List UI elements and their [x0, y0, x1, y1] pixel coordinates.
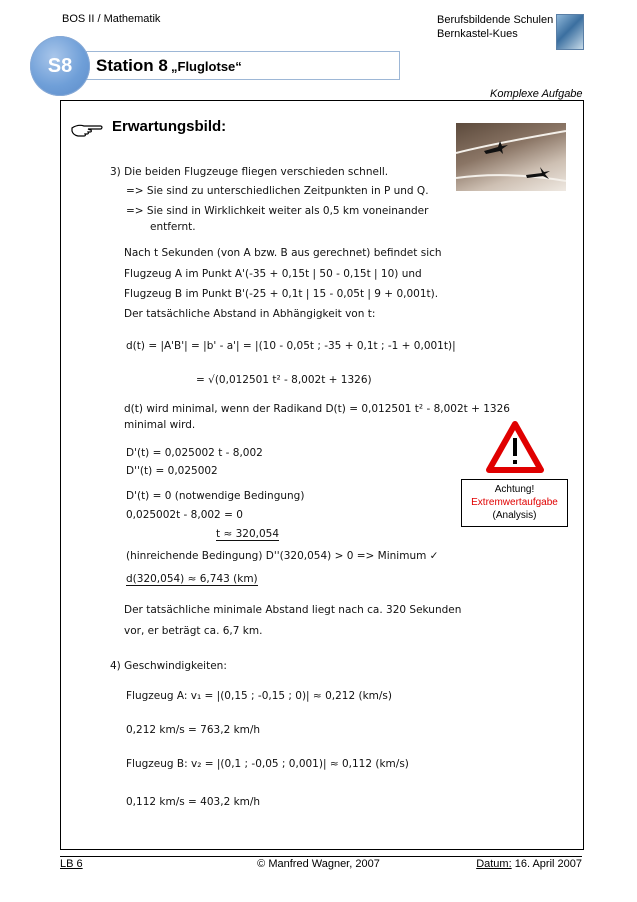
- speed-a-kmh: 0,212 km/s = 763,2 km/h: [126, 724, 261, 736]
- station-badge: S8: [30, 36, 90, 96]
- school-name: [437, 13, 553, 41]
- footer-date-label: Datum:: [476, 858, 512, 870]
- warning-line-2: Extremwertaufgabe: [471, 497, 558, 508]
- pointing-hand-icon: [70, 119, 104, 139]
- school-line-2: Bernkastel-Kues: [437, 28, 518, 40]
- solution-line: 0,025002t - 8,002 = 0: [126, 509, 243, 521]
- distance-formula: d(t) = |A'B'| = |b' - a'| = |(10 - 0,05t ; -35 + 0,1t ; -1 + 0,001t)|: [126, 340, 456, 352]
- solution-line: => Sie sind zu unterschiedlichen Zeitpunkten in P und Q.: [126, 185, 429, 197]
- solution-line: => Sie sind in Wirklichkeit weiter als 0,5 km voneinander: [126, 205, 429, 217]
- footer-center: © Manfred Wagner, 2007: [257, 858, 380, 870]
- distance-root: = √(0,012501 t² - 8,002t + 1326): [196, 374, 372, 386]
- solution-line: (hinreichende Bedingung) D''(320,054) > 0 => Minimum ✓: [126, 550, 439, 562]
- task-type: Komplexe Aufgabe: [490, 88, 583, 100]
- airplane-silhouettes: [456, 123, 566, 191]
- solution-line: Flugzeug A im Punkt A'(-35 + 0,15t | 50 - 0,15t | 10) und: [124, 268, 422, 280]
- footer-rule: [60, 856, 582, 857]
- station-subtitle: „Fluglotse“: [171, 59, 242, 74]
- solution-result-t: t ≈ 320,054: [216, 528, 280, 540]
- solution-line: vor, er beträgt ca. 6,7 km.: [124, 625, 263, 637]
- solution-line: minimal wird.: [124, 419, 196, 431]
- footer-date: [476, 858, 582, 870]
- solution-line: 3) Die beiden Flugzeuge fliegen verschieden schnell.: [110, 166, 389, 178]
- solution-result-d: d(320,054) ≈ 6,743 (km): [126, 573, 258, 585]
- course-label: BOS II / Mathematik: [62, 13, 161, 25]
- speed-b: Flugzeug B: v₂ = |(0,1 ; -0,05 ; 0,001)| ≈ 0,112 (km/s): [126, 758, 409, 770]
- speed-a: Flugzeug A: v₁ = |(0,15 ; -0,15 ; 0)| ≈ 0,212 (km/s): [126, 690, 392, 702]
- solution-line: 4) Geschwindigkeiten:: [110, 660, 227, 672]
- warning-line-1: Achtung!: [494, 484, 535, 495]
- warning-line-3: (Analysis): [492, 510, 537, 521]
- solution-line: D'(t) = 0 (notwendige Bedingung): [126, 490, 305, 502]
- solution-line: Der tatsächliche minimale Abstand liegt nach ca. 320 Sekunden: [124, 604, 462, 616]
- school-line-1: Berufsbildende Schulen: [437, 14, 554, 26]
- station-title: Station 8: [96, 56, 168, 75]
- solution-line: entfernt.: [150, 221, 196, 233]
- solution-line: D'(t) = 0,025002 t - 8,002: [126, 447, 263, 459]
- warning-box: [461, 479, 568, 527]
- school-logo: [556, 14, 584, 50]
- airplanes-photo: [456, 123, 566, 191]
- warning-triangle-icon: [486, 421, 544, 473]
- speed-b-kmh: 0,112 km/s = 403,2 km/h: [126, 796, 261, 808]
- solution-line: D''(t) = 0,025002: [126, 465, 218, 477]
- solution-line: d(t) wird minimal, wenn der Radikand D(t) = 0,012501 t² - 8,002t + 1326: [124, 403, 510, 415]
- solution-line: Der tatsächliche Abstand in Abhängigkeit von t:: [124, 308, 376, 320]
- solution-line: Flugzeug B im Punkt B'(-25 + 0,1t | 15 - 0,05t | 9 + 0,001t).: [124, 288, 439, 300]
- solution-line: Nach t Sekunden (von A bzw. B aus gerechnet) befindet sich: [124, 247, 442, 259]
- footer-left: LB 6: [60, 858, 83, 870]
- section-heading: Erwartungsbild:: [112, 118, 227, 135]
- footer-date-value: 16. April 2007: [511, 858, 582, 870]
